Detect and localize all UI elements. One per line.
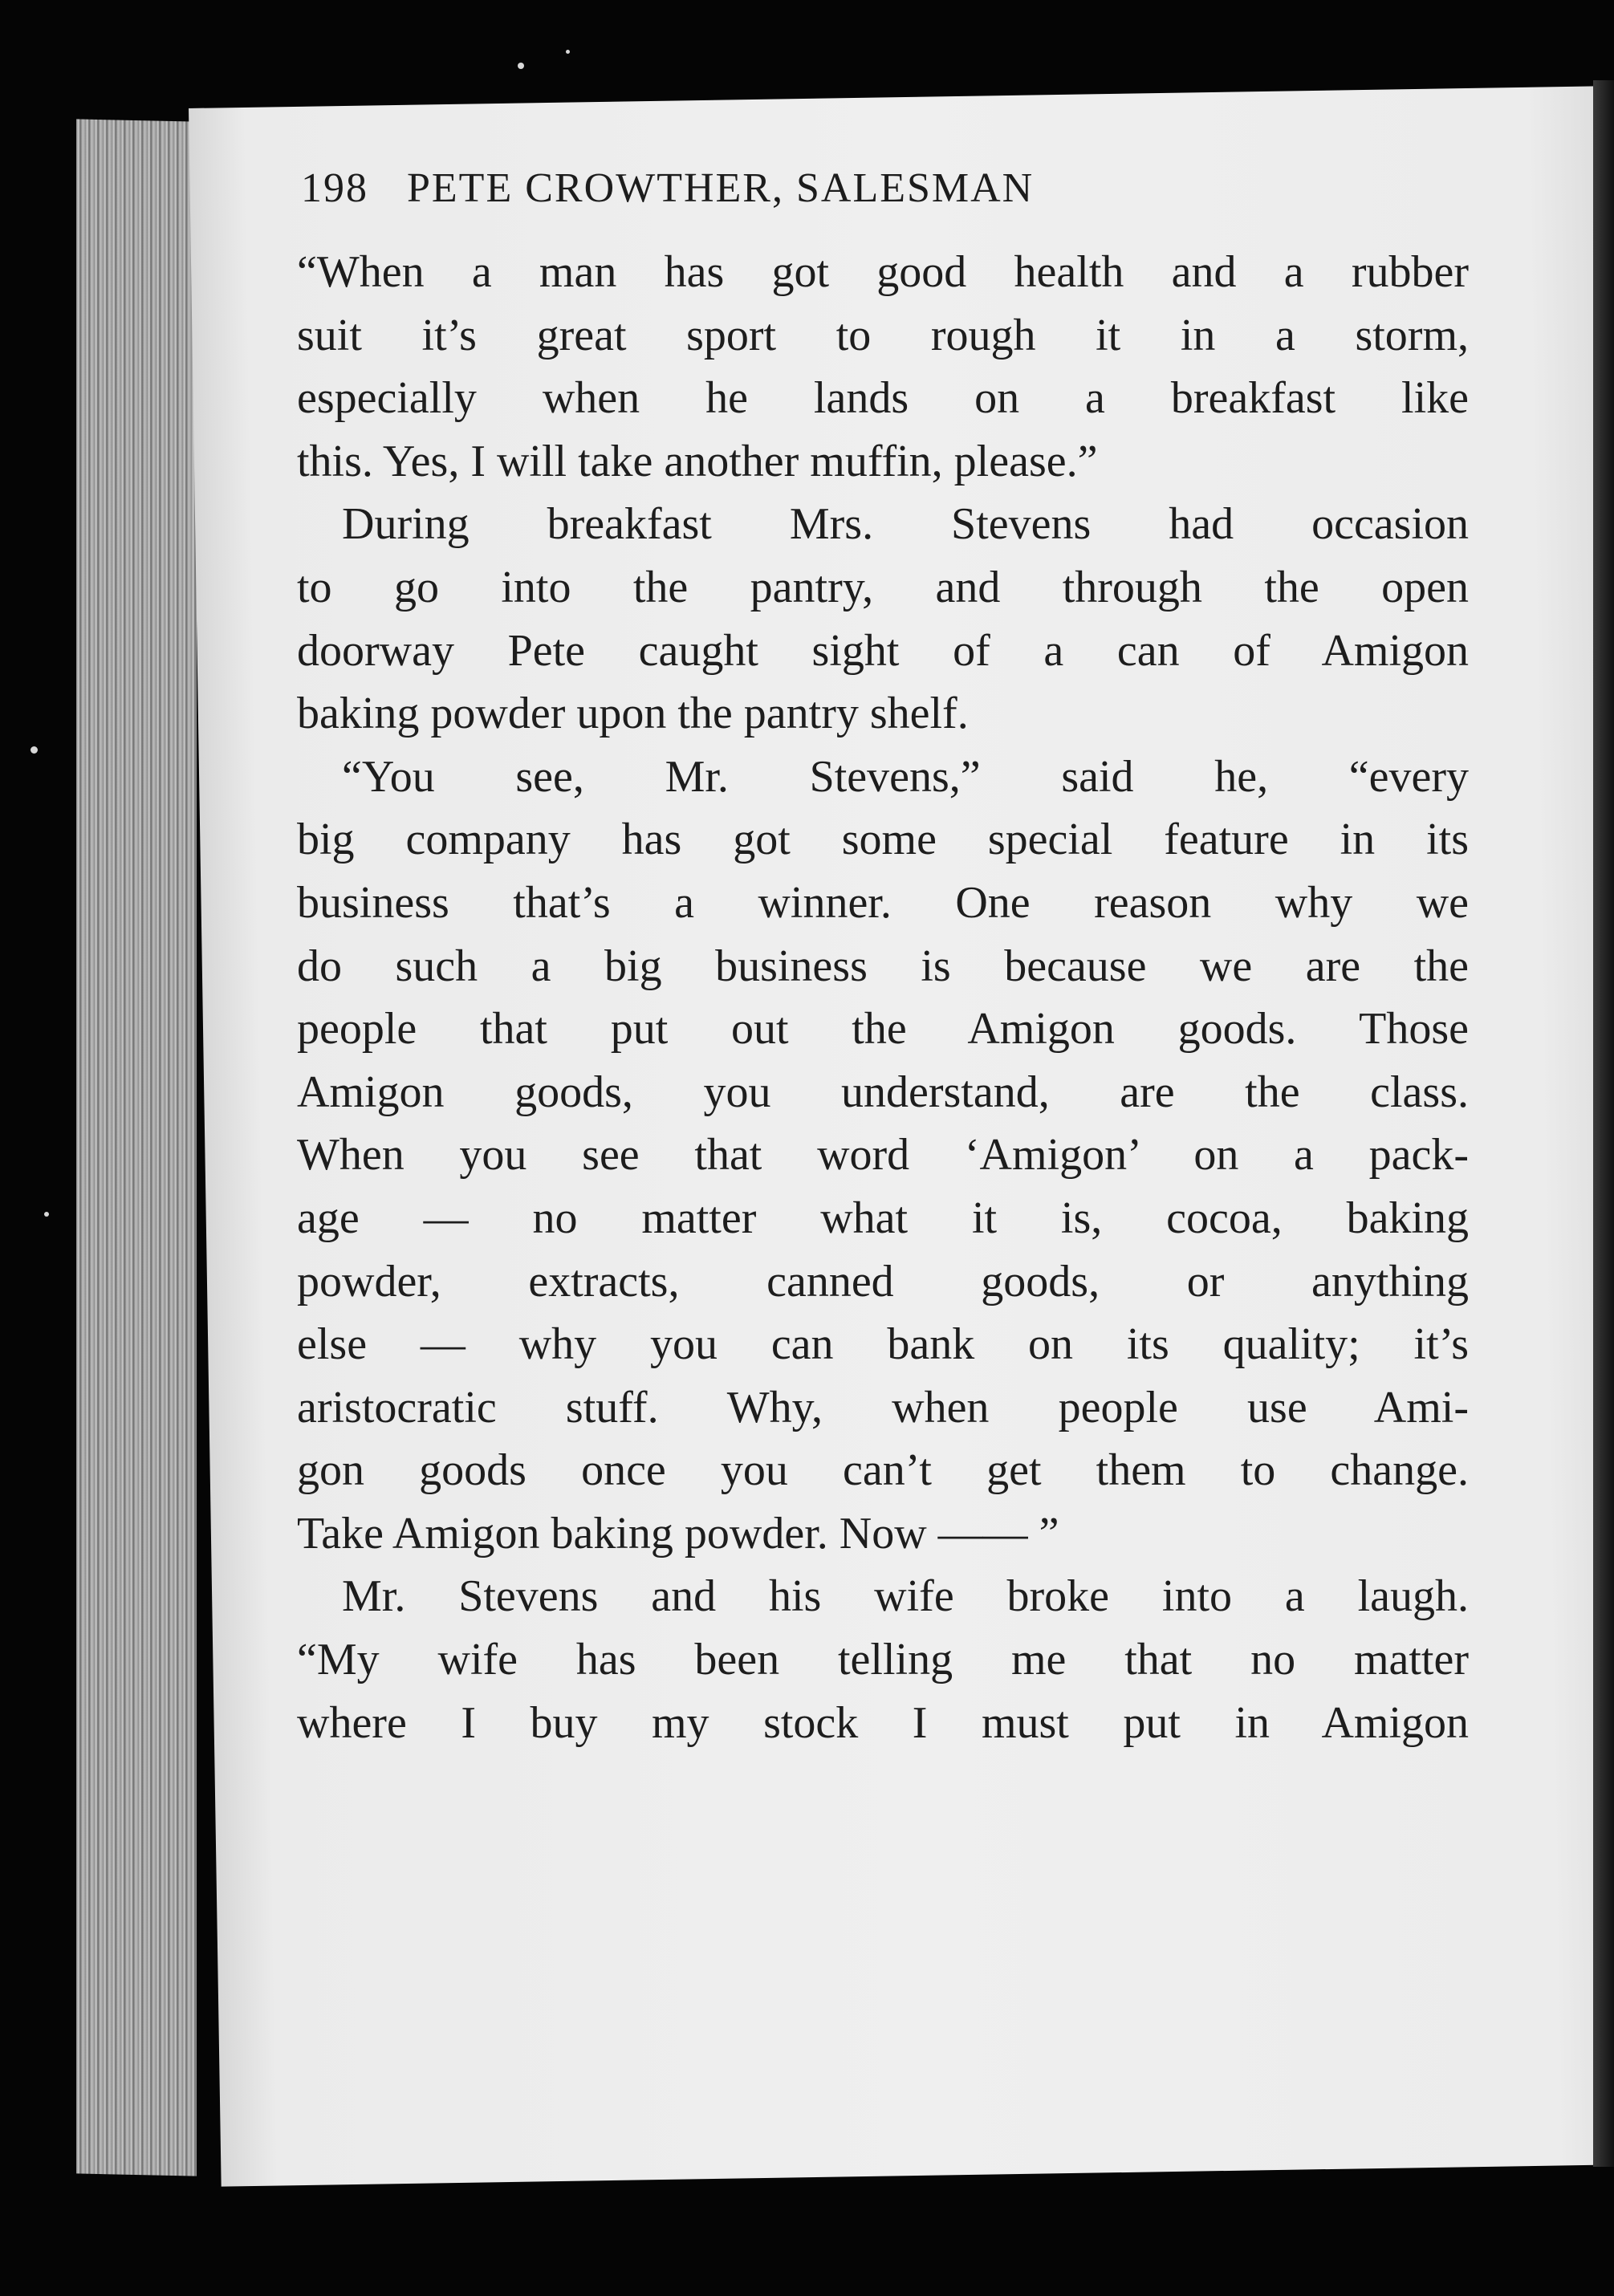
text-line: where I buy my stock I must put in Amigon	[297, 1697, 1469, 1748]
body-text	[297, 241, 1469, 1754]
dust-speck	[30, 746, 38, 754]
text-line: aristocratic stuff. Why, when people use Ami-	[297, 1382, 1469, 1432]
page-block-edges	[76, 119, 197, 2176]
text-line: powder, extracts, canned goods, or anything	[297, 1256, 1469, 1306]
text-line: business that’s a winner. One reason why we	[297, 877, 1469, 928]
text-line: baking powder upon the pantry shelf.	[297, 689, 969, 739]
running-head	[301, 165, 1425, 212]
text-line: Amigon goods, you understand, are the class.	[297, 1067, 1469, 1117]
dust-speck	[518, 63, 524, 69]
text-line: especially when he lands on a breakfast like	[297, 373, 1469, 424]
text-line: “You see, Mr. Stevens,” said he, “every	[342, 751, 1469, 802]
dust-speck	[566, 50, 570, 54]
running-title: PETE CROWTHER, SALESMAN	[407, 165, 1035, 211]
text-line: else — why you can bank on its quality; it’s	[297, 1319, 1469, 1370]
text-line: suit it’s great sport to rough it in a storm,	[297, 310, 1469, 360]
text-line: to go into the pantry, and through the open	[297, 562, 1469, 612]
dust-speck	[44, 1212, 49, 1217]
text-line: Take Amigon baking powder. Now —— ”	[297, 1508, 1059, 1558]
text-line: age — no matter what it is, cocoa, baking	[297, 1193, 1469, 1243]
text-line: people that put out the Amigon goods. Those	[297, 1004, 1469, 1055]
gutter-shadow	[1593, 80, 1614, 2167]
text-line: this. Yes, I will take another muffin, please.”	[297, 436, 1098, 486]
text-line: doorway Pete caught sight of a can of Amigon	[297, 625, 1469, 676]
text-line: During breakfast Mrs. Stevens had occasion	[342, 499, 1469, 550]
text-line: Mr. Stevens and his wife broke into a laugh.	[342, 1571, 1469, 1622]
text-line: When you see that word ‘Amigon’ on a pack-	[297, 1130, 1469, 1181]
text-line: gon goods once you can’t get them to change.	[297, 1445, 1469, 1496]
text-line: big company has got some special feature in its	[297, 815, 1469, 865]
page-number: 198	[301, 165, 368, 211]
text-line: “When a man has got good health and a rubber	[297, 247, 1469, 297]
text-line: do such a big business is because we are the	[297, 941, 1469, 991]
text-line: “My wife has been telling me that no matter	[297, 1635, 1469, 1685]
